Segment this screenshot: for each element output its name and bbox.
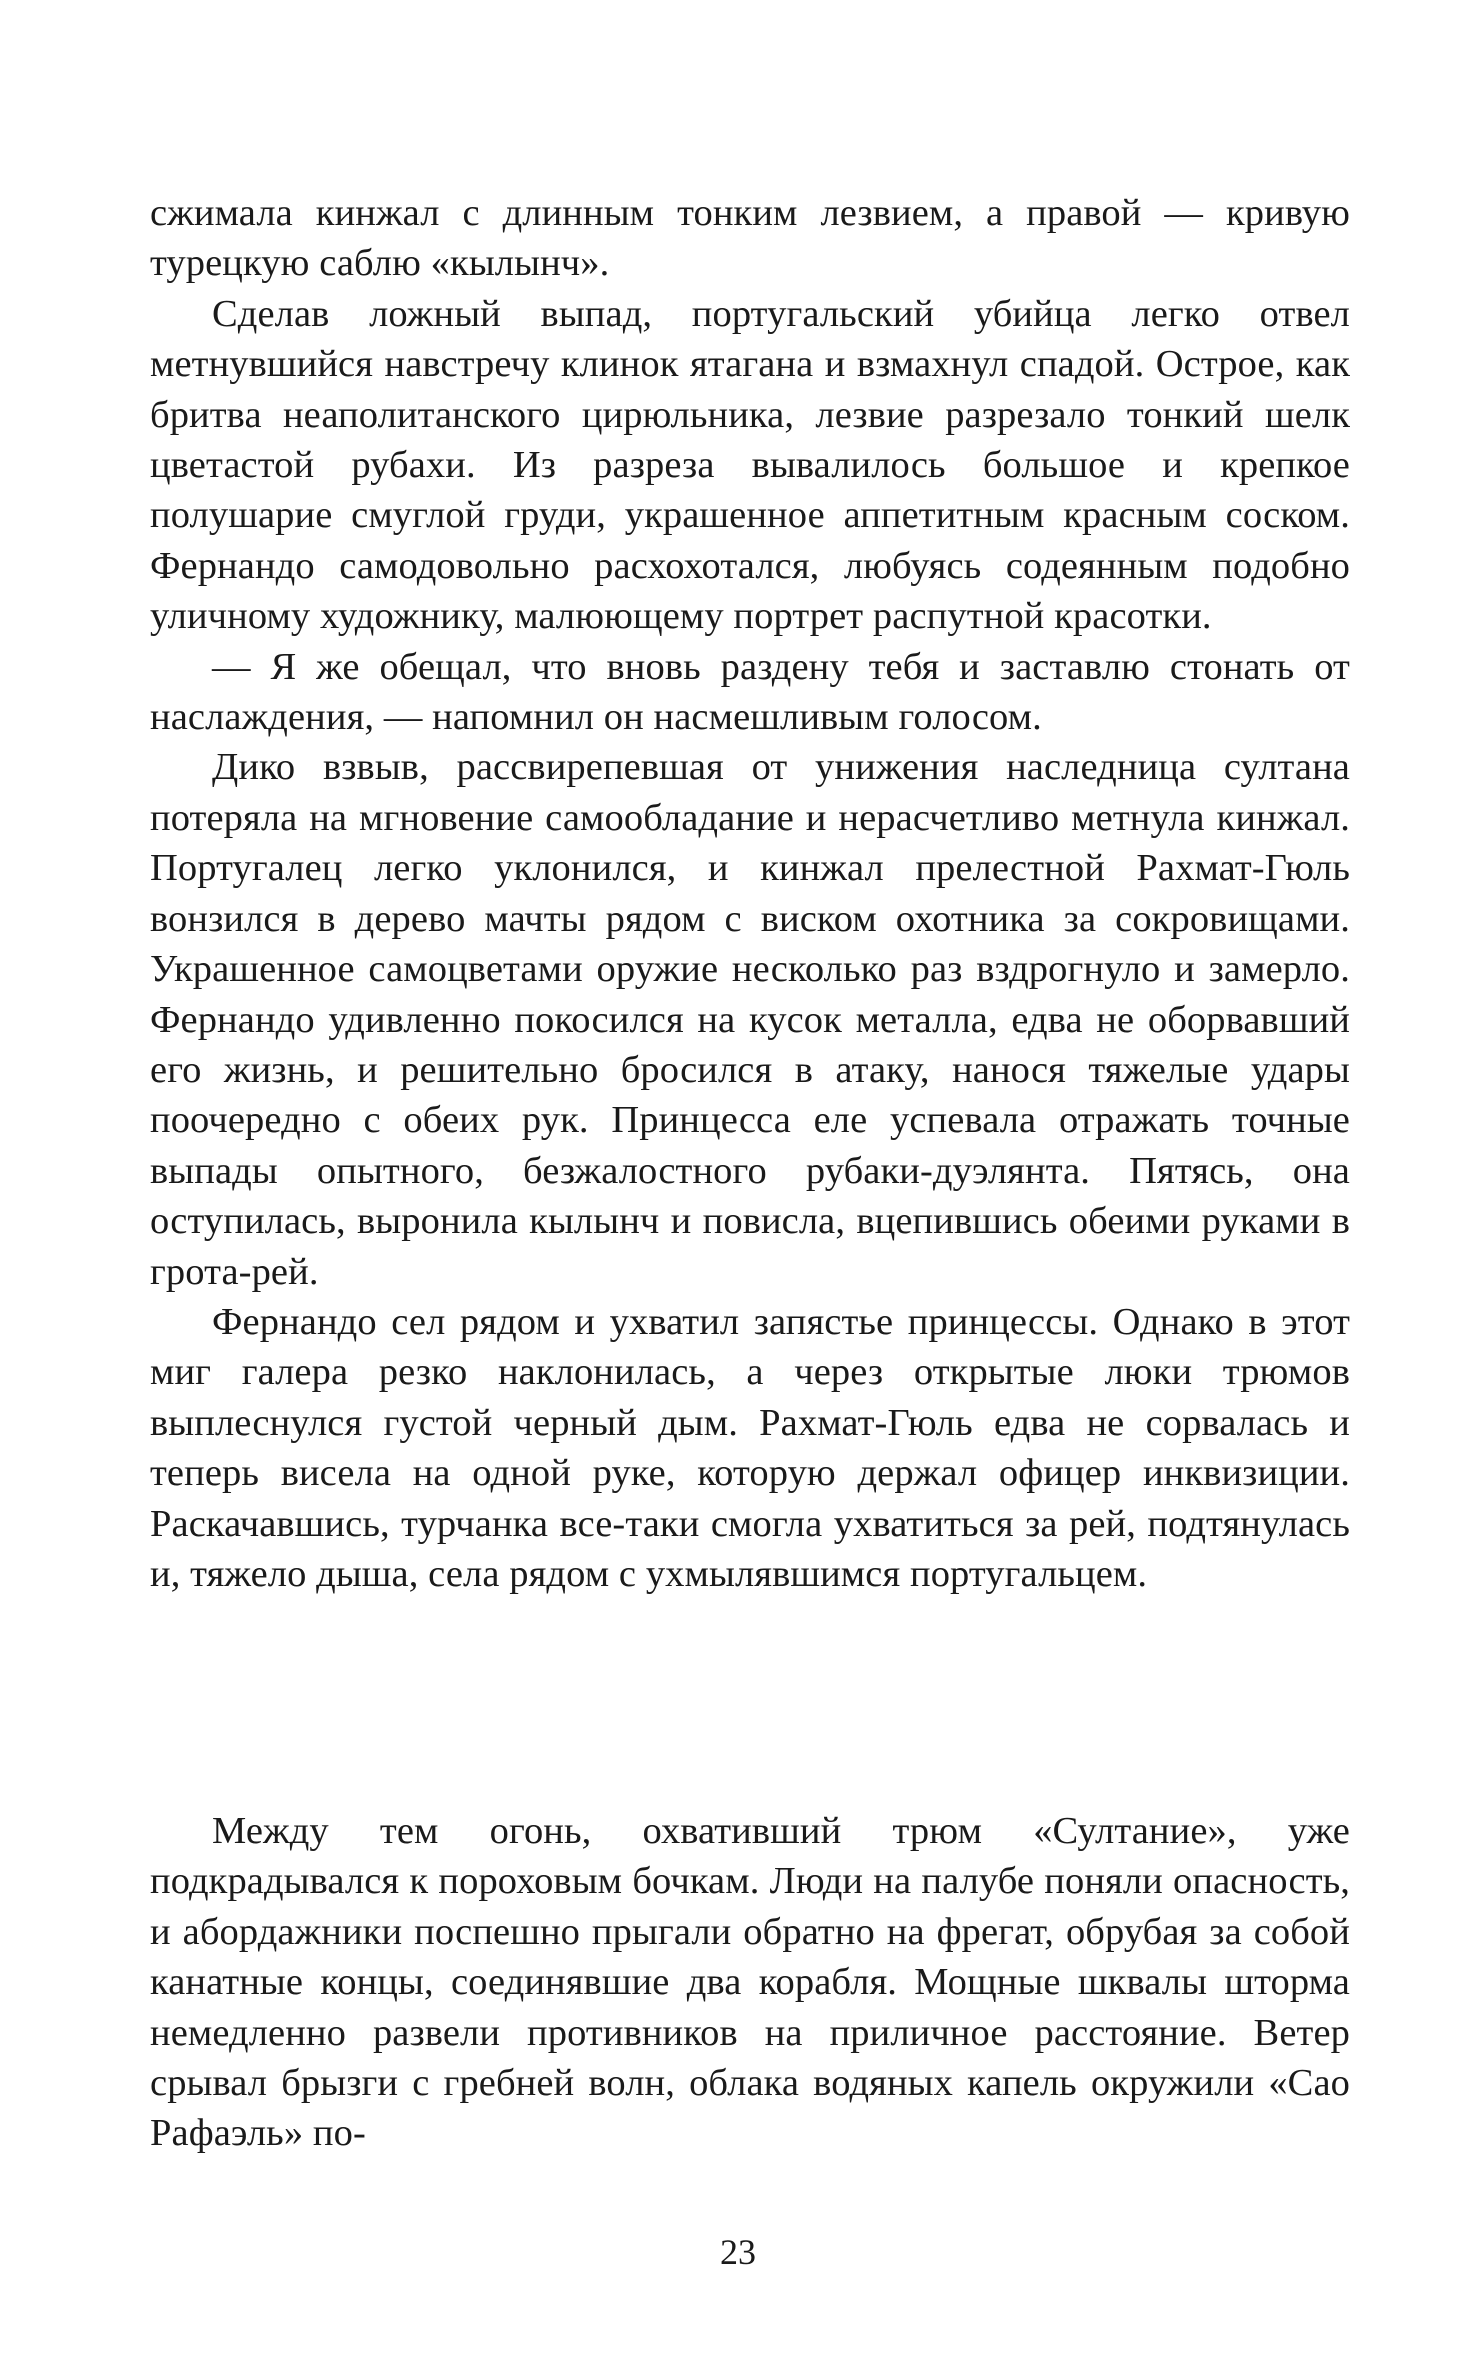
paragraph: Фернандо сел рядом и ухватил запястье принцессы. Однако в этот миг галера резко наклонилась, а через открытые люки трюмов выплеснулся густой черный дым. Рахмат-Гюль едва не сорвалась и теперь висела на одной руке, которую держал офицер инквизиции. Раскачавшись, турчанка все-таки смогла ухватиться за рей, подтянулась и, тяжело дыша, села рядом с ухмылявшимся португальцем.	[150, 1300, 1350, 1595]
paragraph: — Я же обещал, что вновь раздену тебя и заставлю стонать от наслаждения, — напомнил он насмешливым голосом.	[150, 645, 1350, 739]
paragraph: Дико взвыв, рассвирепевшая от унижения наследница султана потеряла на мгновение самообладание и нерасчетливо метнула кинжал. Португалец легко уклонился, и кинжал прелестной Рахмат-Гюль вонзился в дерево мачты рядом с виском охотника за сокровищами. Украшенное самоцветами оружие несколько раз вздрогнуло и замерло. Фернандо удивленно покосился на кусок металла, едва не оборвавший его жизнь, и решительно бросился в атаку, нанося тяжелые удары поочередно с обеих рук. Принцесса еле успевала отражать точные выпады опытного, безжалостного рубаки-дуэлянта. Пятясь, она оступилась, выронила кылынч и повисла, вцепившись обеими руками в грота-рей.	[150, 746, 1350, 1293]
text-block-top	[150, 188, 1350, 1599]
page-number: 23	[720, 2232, 756, 2272]
text-block-bottom	[150, 1806, 1350, 2159]
paragraph: Сделав ложный выпад, португальский убийца легко отвел метнувшийся навстречу клинок ятагана и взмахнул спадой. Острое, как бритва неаполитанского цирюльника, лезвие разрезало тонкий шелк цветастой рубахи. Из разреза вывалилось большое и крепкое полушарие смуглой груди, украшенное аппетитным красным соском. Фернандо самодовольно расхохотался, любуясь содеянным подобно уличному художнику, малюющему портрет распутной красотки.	[150, 292, 1350, 638]
paragraph: Между тем огонь, охвативший трюм «Султание», уже подкрадывался к пороховым бочкам. Люди на палубе поняли опасность, и абордажники поспешно прыгали обратно на фрегат, обрубая за собой канатные концы, соединявшие два корабля. Мощные шквалы шторма немедленно развели противников на приличное расстояние. Ветер срывал брызги с гребней волн, облака водяных капель окружили «Сао Рафаэль» по-	[150, 1810, 1350, 2155]
paragraph: сжимала кинжал с длинным тонким лезвием, а правой — кривую турецкую саблю «кылынч».	[150, 192, 1350, 285]
